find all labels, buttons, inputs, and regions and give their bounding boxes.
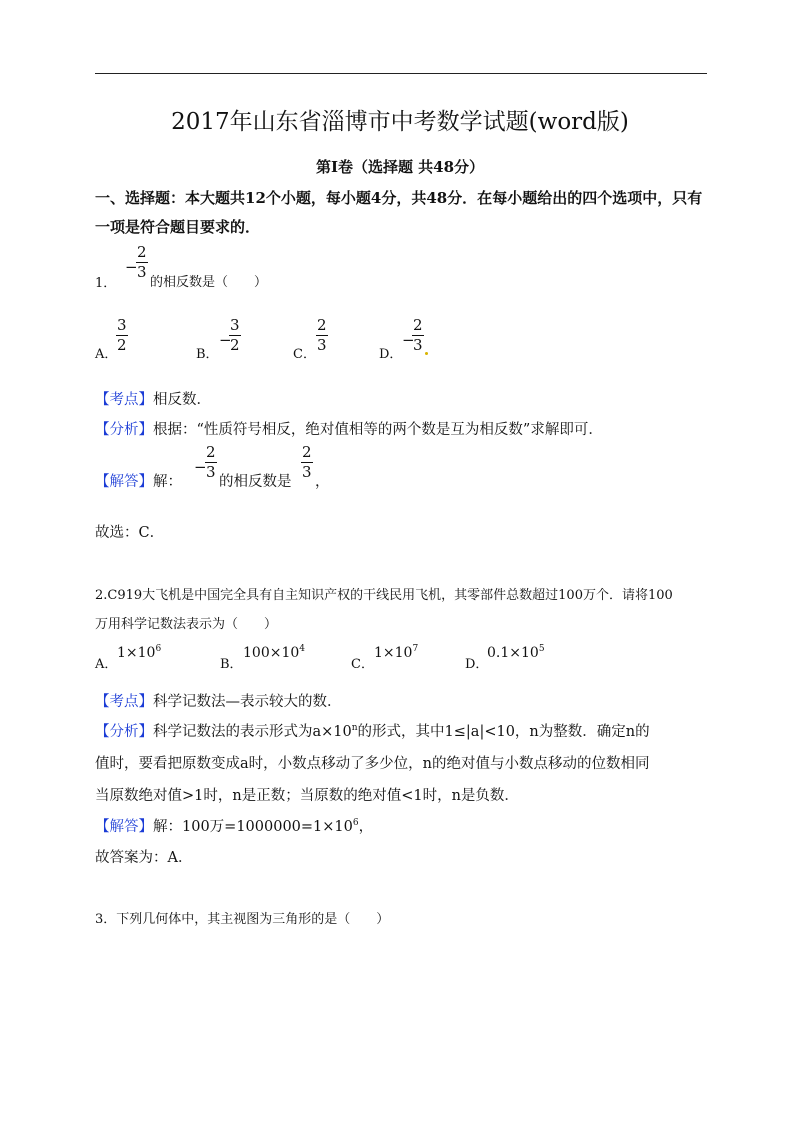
jieda-fraction-2-num: 2 — [302, 443, 312, 461]
q2-option-d-value — [487, 644, 545, 661]
fenxi-text-a: 科学记数法的表示形式为a×10 — [153, 724, 352, 740]
q1-option-b-den: 2 — [230, 336, 240, 354]
fenxi-text: 根据：“性质符号相反，绝对值相等的两个数是互为相反数”求解即可． — [153, 422, 603, 438]
jieda-tag: 【解答】 — [95, 819, 153, 835]
kaodian-text: 科学记数法—表示较大的数． — [153, 694, 342, 710]
kaodian-text: 相反数． — [153, 392, 211, 408]
q1-option-d-num: 2 — [413, 316, 423, 334]
jieda-prefix: 解： — [153, 474, 182, 490]
q2-option-c-letter: C． — [351, 657, 374, 672]
q2-option-c-exp: 7 — [412, 644, 419, 654]
q2-option-b-letter: B． — [220, 657, 243, 672]
jieda-fraction-1-den: 3 — [206, 463, 216, 481]
q2-option-c-base: 1×10 — [374, 645, 413, 661]
fenxi-tag: 【分析】 — [95, 724, 153, 740]
q2-conclusion: 故答案为：A． — [95, 850, 193, 866]
q1-option-c-den: 3 — [317, 336, 327, 354]
jieda-fraction-1 — [205, 445, 217, 480]
q1-option-b-fraction — [229, 318, 241, 353]
jieda-mid: 的相反数是 — [219, 474, 292, 490]
fenxi-tag: 【分析】 — [95, 422, 153, 438]
part-subtitle: 第Ⅰ卷（选择题 共48分） — [315, 158, 485, 176]
q2-stem-line2: 万用科学记数法表示为（ ） — [95, 617, 278, 632]
q1-option-b-minus: − — [219, 331, 232, 349]
q2-jieda — [95, 815, 373, 836]
q2-option-a-exp: 6 — [155, 644, 162, 654]
q1-option-d-fraction — [412, 318, 424, 353]
fenxi-text-b: 的形式，其中1≤|a|<10，n为整数．确定n的 — [357, 724, 650, 740]
q1-conclusion: 故选：C． — [95, 525, 165, 541]
header-rule — [95, 73, 707, 74]
q2-option-b-base: 100×10 — [243, 645, 300, 661]
q1-option-c-letter: C． — [293, 347, 316, 362]
q2-kaodian — [95, 690, 342, 711]
jieda-fraction-2 — [301, 445, 313, 480]
q2-option-c-value — [374, 644, 418, 661]
q1-option-a-letter: A． — [95, 347, 118, 362]
q2-option-a-letter: A． — [95, 657, 118, 672]
jieda-tag: 【解答】 — [95, 474, 153, 490]
jieda-fraction-2-den: 3 — [302, 463, 312, 481]
q1-option-b-letter: B． — [196, 347, 219, 362]
q2-stem-line1: 2.C919大飞机是中国完全具有自主知识产权的干线民用飞机，其零部件总数超过100万个．请将100 — [95, 588, 673, 603]
q1-minus: − — [125, 258, 138, 276]
q1-option-d-den: 3 — [413, 336, 423, 354]
q2-option-d-base: 0.1×10 — [487, 645, 539, 661]
yellow-marker-dot — [425, 352, 428, 355]
q2-option-b-exp: 4 — [299, 644, 306, 654]
q1-option-a-den: 2 — [117, 336, 127, 354]
q1-option-c-fraction — [316, 318, 328, 353]
q2-fenxi-line3: 当原数绝对值>1时，n是正数；当原数的绝对值<1时，n是负数． — [95, 788, 519, 804]
q2-option-d-exp: 5 — [538, 644, 545, 654]
q1-option-b-num: 3 — [230, 316, 240, 334]
q2-option-a-base: 1×10 — [117, 645, 156, 661]
q1-option-d-minus: − — [402, 331, 415, 349]
kaodian-tag: 【考点】 — [95, 392, 153, 408]
jieda-minus: − — [194, 458, 207, 476]
q2-option-a-value — [117, 644, 161, 661]
q1-option-c-num: 2 — [317, 316, 327, 334]
jieda-text: 解：100万=1000000=1×10 — [153, 819, 353, 835]
q1-stem: 的相反数是（ ） — [150, 275, 268, 290]
q2-fenxi-line2: 值时，要看把原数变成a时，小数点移动了多少位，n的绝对值与小数点移动的位数相同 — [95, 756, 650, 772]
kaodian-tag: 【考点】 — [95, 694, 153, 710]
q3-stem: 3．下列几何体中，其主视图为三角形的是（ ） — [95, 912, 390, 927]
q1-fraction — [136, 245, 148, 280]
jieda-fraction-1-num: 2 — [206, 443, 216, 461]
section-heading: 一、选择题：本大题共12个小题，每小题4分，共48分．在每小题给出的四个选项中，只有一项是符合题目要求的． — [95, 189, 703, 236]
q2-option-d-letter: D． — [465, 657, 489, 672]
jieda-end: ， — [358, 819, 374, 835]
q1-option-a-num: 3 — [117, 316, 127, 334]
q1-kaodian — [95, 388, 211, 409]
jieda-end: ， — [315, 474, 330, 490]
document-title: 2017年山东省淄博市中考数学试题(word版) — [171, 109, 629, 135]
q1-number: 1． — [95, 276, 117, 291]
fenxi-exp: n — [351, 723, 358, 733]
q1-option-d-letter: D． — [379, 347, 403, 362]
jieda-exp: 6 — [352, 818, 359, 828]
q1-fraction-num: 2 — [137, 243, 147, 261]
q2-fenxi-line1 — [95, 720, 650, 741]
q1-fraction-den: 3 — [137, 263, 147, 281]
jieda-label — [95, 470, 182, 491]
q2-option-b-value — [243, 644, 305, 661]
q1-fenxi — [95, 418, 603, 439]
q1-option-a-fraction — [116, 318, 128, 353]
